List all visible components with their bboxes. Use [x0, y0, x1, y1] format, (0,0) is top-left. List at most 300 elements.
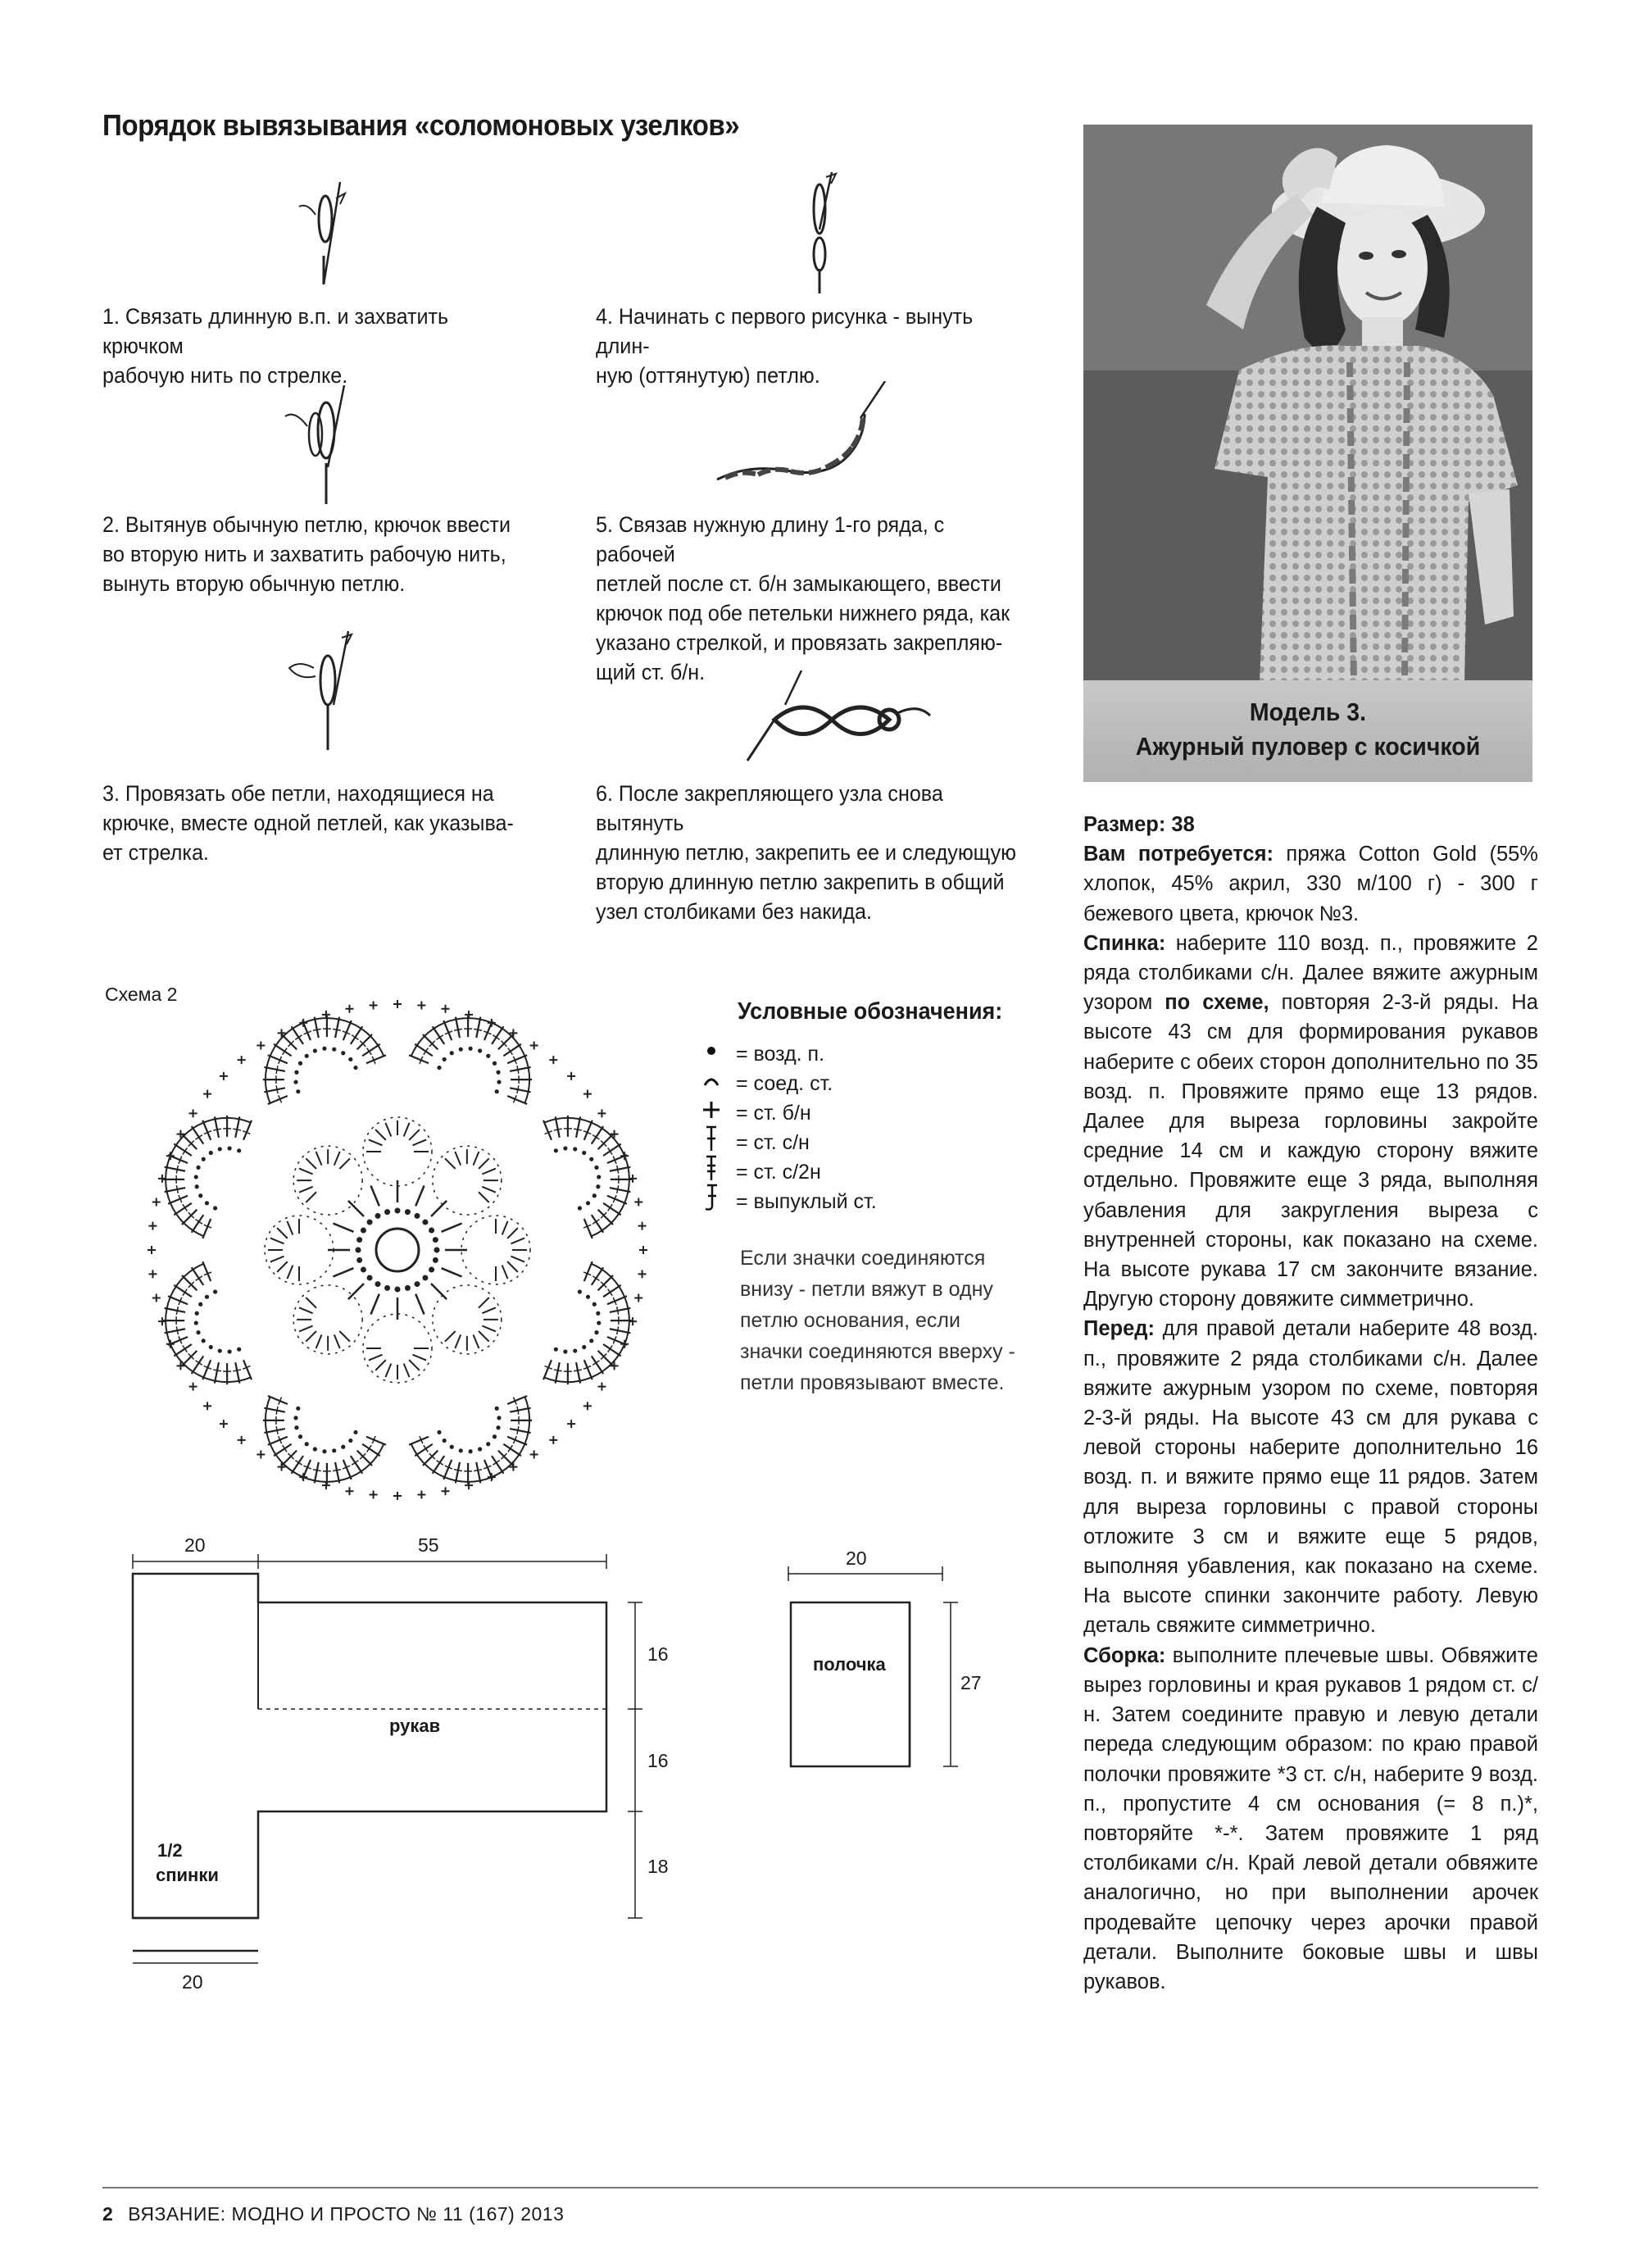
motif-mark [478, 1048, 482, 1052]
motif-mark [168, 1196, 188, 1204]
motif-mark [369, 1355, 383, 1361]
motif-mark [496, 1425, 500, 1429]
motif-mark [195, 1311, 199, 1316]
motif-mark [296, 1407, 300, 1411]
motif-mark [582, 1151, 586, 1155]
motif-mark [176, 1307, 178, 1315]
motif-mark [306, 1158, 316, 1169]
motif-mark [493, 1061, 497, 1066]
motif-mark [459, 1448, 463, 1452]
motif-mark [166, 1340, 175, 1348]
motif-mark [353, 1066, 357, 1070]
motif-mark [322, 1047, 326, 1051]
step-5-text: 5. Связав нужную длину 1-го ряда, с рабочей петлей после ст. б/н замыкающего, ввести крючок под обе петельки нижнего ряда, как указано стрелкой, и провязать закрепляю- щий ст. б/н. [596, 512, 1010, 684]
motif-mark [617, 1326, 619, 1334]
motif-mark [268, 1055, 288, 1063]
motif-mark [215, 1116, 219, 1138]
motif-mark [429, 1267, 434, 1273]
motif-mark [257, 1450, 265, 1458]
motif-mark [293, 1080, 297, 1084]
motif-mark [268, 1437, 288, 1445]
motif-mark [409, 1055, 429, 1063]
step-1-text: 1. Связать длинную в.п. и захватить крючком рабочую нить по стрелке. [102, 304, 449, 388]
motif-mark [315, 1462, 319, 1484]
motif-mark [393, 1492, 402, 1500]
motif-mark [305, 1054, 309, 1058]
motif-mark [205, 1201, 209, 1205]
motif-mark [584, 1360, 592, 1379]
assembly-paragraph: Сборка: выполните плечевые швы. Обвяжите вырез горловины и края рукавов 1 рядом ст. с/н. Затем соедините правую и левую детали переда следующим образом: по краю правой полочки провяжите *3 ст. с/н, наберите 9 возд. п., пропустите 4 см основания (= 8 п.)*, повторяйте *-*. Затем провяжите 1 ряд столбиками с/н. Край левой детали обвяжите аналогично, но при выполнении арочек продевайте цепочку через арочки правой детали. Выполните боковые швы и швы рукавов. [1083, 1643, 1538, 1993]
motif-mark [375, 1360, 386, 1370]
motif-mark [213, 1289, 217, 1293]
motif-mark [298, 1434, 302, 1439]
motif-mark [445, 1331, 456, 1342]
crochet-motif-diagram [139, 992, 656, 1512]
motif-mark [270, 1257, 284, 1262]
motif-mark [507, 1261, 518, 1272]
motif-mark [182, 1210, 197, 1225]
motif-mark [409, 1437, 429, 1445]
motif-mark [198, 1193, 202, 1198]
motif-mark [370, 1185, 379, 1206]
motif-mark [276, 1407, 278, 1415]
motif-mark [502, 1221, 508, 1235]
motif-mark [215, 1362, 219, 1384]
motif-mark [442, 1487, 450, 1495]
motif-mark [486, 1054, 490, 1058]
step-2-text: 2. Вытянув обычную петлю, крючок ввести во вторую нить и захватить рабочую нить, вынуть вторую обычную петлю. [102, 512, 511, 596]
motif-mark [423, 1034, 438, 1049]
model-number: Модель 3. [1249, 698, 1367, 726]
motif-mark [634, 1294, 642, 1302]
motif-mark [573, 1147, 577, 1151]
motif-mark [589, 1157, 593, 1161]
motif-mark [276, 1426, 278, 1434]
motif-mark [376, 1229, 419, 1271]
motif-mark [556, 1116, 560, 1138]
motif-mark [313, 1447, 317, 1451]
motif-mark [348, 1201, 364, 1216]
motif-mark [228, 1146, 232, 1150]
motif-mark [369, 1139, 383, 1145]
motif-mark [584, 1120, 592, 1140]
motif-mark [299, 1019, 307, 1027]
motif-mark [316, 1152, 322, 1166]
motif-mark [220, 1072, 228, 1080]
motif-mark [578, 1206, 582, 1210]
motif-mark [517, 1426, 519, 1434]
motif-mark [238, 1056, 246, 1064]
schema-label: Схема 2 [105, 984, 178, 1005]
motif-mark [543, 1360, 552, 1379]
motif-mark [176, 1326, 178, 1334]
motif-mark [486, 1442, 490, 1446]
motif-mark [431, 1284, 447, 1299]
motif-mark [582, 1345, 586, 1349]
motif-mark [367, 1220, 373, 1225]
motif-mark [356, 1237, 362, 1243]
post-icon [703, 1183, 736, 1220]
motif-mark [517, 1085, 519, 1093]
motif-mark [482, 1307, 496, 1313]
motif-mark [409, 1360, 420, 1370]
legend-note: Если значки соединяются внизу - петли вяжут в одну петлю основания, если значки соединяются вверху - петли провязывают вместе. [740, 1247, 1015, 1394]
motif-mark [243, 1120, 252, 1140]
motif-mark [584, 1261, 592, 1281]
motif-mark [495, 1407, 499, 1411]
motif-mark [578, 1289, 582, 1293]
motif-mark [176, 1166, 178, 1174]
motif-mark [148, 1246, 156, 1254]
motif-mark [235, 1116, 239, 1138]
motif-mark [348, 1439, 352, 1443]
motif-mark [202, 1360, 211, 1379]
motif-mark [264, 1408, 285, 1412]
motif-mark [196, 1166, 200, 1170]
motif-mark [474, 1152, 479, 1166]
motif-mark [264, 1429, 285, 1433]
motif-mark [182, 1134, 197, 1149]
motif-mark [507, 1228, 518, 1239]
motif-mark [233, 1370, 241, 1371]
legend-item: = соед. ст. [703, 1069, 877, 1098]
motif-mark [556, 1362, 560, 1384]
dim-bottom: 20 [182, 1971, 203, 1993]
motif-mark [306, 1192, 316, 1202]
motif-mark [332, 1048, 336, 1052]
motif-mark [496, 1070, 500, 1075]
motif-mark [598, 1134, 613, 1149]
motif-mark [395, 1208, 401, 1214]
motif-mark [393, 1000, 402, 1008]
motif-mark [592, 1193, 597, 1198]
back-label: спинки [156, 1865, 219, 1885]
motif-mark [375, 1129, 386, 1140]
motif-mark [576, 1116, 580, 1138]
motif-mark [479, 1331, 489, 1342]
materials-paragraph: Вам потребуется: пряжа Cotton Gold (55% хлопок, 45% акрил, 330 м/100 г) - 300 г бежевого цвета, крючок №3. [1083, 843, 1538, 925]
motif-mark [429, 1228, 434, 1234]
motif-mark [495, 1089, 499, 1093]
motif-mark [554, 1370, 562, 1371]
motif-mark [218, 1147, 222, 1151]
motif-mark [228, 1349, 232, 1353]
motif-mark [620, 1340, 629, 1348]
front-dim-height: 27 [960, 1672, 982, 1693]
motif-mark [415, 1213, 420, 1219]
motif-mark [417, 1491, 425, 1499]
motif-mark [415, 1185, 424, 1206]
dot-icon [703, 1039, 736, 1069]
motif-mark [294, 1070, 298, 1075]
motif-mark [450, 1445, 454, 1449]
motif-mark [366, 1437, 386, 1445]
motif-mark [598, 1210, 613, 1225]
motif-mark [203, 1090, 211, 1098]
motif-mark [306, 1331, 316, 1342]
back-paragraph: Спинка: наберите 110 возд. п., провяжите 2 ряда столбиками с/н. Далее вяжите ажурным узором по схеме, повторяя 2-3-й ряды. На высоте 43 см для формирования рукавов наберите с обеих сторон дополнительно по 35 возд. п. Провяжите прямо еще 13 рядов. Далее для выреза горловины закройте средние 14 см и каждую сторону вяжите отдельно. Провяжите еще 3 ряда, выполняя убавления для закругления выреза с внутренней стороны, как показано на схеме. На высоте рукава 17 см закончите вязание. Другую сторону довяжите симметрично. [1083, 931, 1538, 1311]
front-pattern [779, 1541, 982, 1791]
motif-mark [334, 1152, 340, 1166]
motif-mark [543, 1120, 552, 1140]
motif-mark [335, 1017, 339, 1039]
motif-mark [148, 1222, 157, 1230]
motif-mark [443, 1057, 447, 1061]
legend-item: = ст. с/н [703, 1128, 877, 1157]
motif-mark [442, 1268, 462, 1276]
motif-mark [165, 1188, 186, 1192]
motif-mark [597, 1383, 606, 1391]
motif-mark [209, 1151, 213, 1155]
motif-mark [213, 1206, 217, 1210]
motif-mark [422, 1275, 428, 1280]
motif-mark [296, 1089, 300, 1093]
motif-mark [343, 1020, 352, 1040]
motif-mark [395, 1287, 401, 1293]
motif-mark [322, 1449, 326, 1453]
motif-mark [482, 1326, 496, 1332]
motif-mark [202, 1339, 206, 1343]
motif-mark [498, 1034, 513, 1049]
motif-mark [375, 1281, 381, 1287]
motif-mark [213, 1129, 221, 1130]
motif-mark [205, 1295, 209, 1299]
motif-mark [237, 1348, 241, 1352]
motif-mark [189, 1383, 197, 1391]
motif-mark [459, 1048, 463, 1052]
motif-mark [415, 1294, 424, 1315]
motif-mark [573, 1348, 577, 1352]
motif-mark [356, 1248, 361, 1253]
step-1-illustration [291, 182, 365, 289]
motif-mark [332, 1448, 336, 1452]
step-4-illustration [787, 172, 852, 295]
motif-mark [299, 1326, 313, 1332]
motif-mark [442, 1005, 450, 1013]
legend-item: = ст. с/2н [703, 1157, 877, 1187]
motif-mark [563, 1146, 567, 1150]
motif-mark [152, 1198, 161, 1206]
motif-mark [298, 1061, 302, 1066]
dim-top-right: 55 [418, 1534, 439, 1556]
motif-mark [607, 1296, 627, 1304]
motif-mark [474, 1029, 482, 1030]
arc-icon [703, 1069, 736, 1098]
motif-mark [482, 1187, 496, 1193]
motif-mark [176, 1185, 178, 1193]
step-3-illustration [283, 631, 365, 754]
motif-mark [243, 1360, 252, 1379]
motif-mark [202, 1219, 211, 1239]
motif-mark [574, 1370, 582, 1371]
motif-mark [277, 1261, 288, 1272]
motif-mark [306, 1298, 316, 1308]
motif-mark [165, 1329, 186, 1333]
motif-mark [367, 1275, 373, 1280]
step-6-text: 6. После закрепляющего узла снова вытянуть длинную петлю, закрепить ее и следующую вторую длинную петлю закрепить в общий узел столбиками без накида. [596, 781, 1017, 924]
motif-mark [433, 1257, 438, 1263]
motif-mark [479, 1158, 489, 1169]
sleeve-label: рукав [389, 1716, 441, 1736]
motif-mark [507, 1437, 527, 1445]
motif-mark [313, 1470, 321, 1471]
legend [703, 1039, 877, 1216]
step-5-illustration [709, 381, 906, 496]
motif-mark [638, 1270, 647, 1278]
motif-mark [596, 1184, 600, 1189]
motif-mark [341, 1051, 345, 1055]
motif-mark [549, 1056, 557, 1064]
motif-mark [454, 1029, 462, 1030]
motif-mark [353, 1430, 357, 1434]
motif-mark [583, 1402, 592, 1410]
motif-mark [638, 1222, 647, 1230]
motif-mark [510, 1088, 531, 1092]
motif-mark [316, 1334, 322, 1348]
motif-mark [209, 1345, 213, 1349]
motif-mark [343, 1460, 352, 1479]
motif-mark [357, 1451, 372, 1466]
motif-mark [370, 1294, 379, 1315]
motif-mark [404, 1363, 410, 1377]
motif-mark [437, 1430, 441, 1434]
motif-mark [412, 1355, 426, 1361]
page-number: 2 [102, 2203, 114, 2225]
article-body [1083, 810, 1538, 1997]
motif-mark [356, 1257, 362, 1263]
motif-mark [196, 1330, 200, 1334]
motif-mark [384, 1209, 390, 1215]
motif-mark [152, 1294, 161, 1302]
model-title: Ажурный пуловер с косичкой [1135, 732, 1481, 761]
motif-mark [482, 1169, 496, 1175]
motif-mark [450, 1051, 454, 1055]
motif-mark [345, 1487, 353, 1495]
motif-mark [417, 1001, 425, 1009]
motif-mark [375, 1213, 381, 1219]
motif-mark [168, 1296, 188, 1304]
motif-mark [202, 1261, 211, 1281]
motif-mark [165, 1308, 186, 1312]
motif-mark [345, 1005, 353, 1013]
motif-mark [530, 1042, 538, 1050]
motif-mark [597, 1175, 601, 1179]
legend-item: = выпуклый ст. [703, 1187, 877, 1216]
motif-mark [182, 1351, 197, 1366]
motif-mark [166, 1152, 175, 1160]
motif-mark [339, 1158, 350, 1169]
motif-mark [287, 1221, 293, 1235]
motif-mark [335, 1462, 339, 1484]
motif-mark [264, 1088, 285, 1092]
motif-mark [361, 1228, 366, 1234]
motif-mark [554, 1348, 558, 1352]
motif-mark [488, 1019, 496, 1027]
motif-mark [357, 1034, 372, 1049]
motif-mark [268, 1096, 288, 1104]
motif-mark [574, 1129, 582, 1130]
dim-side-3: 18 [647, 1856, 669, 1877]
motif-mark [405, 1285, 411, 1291]
motif-mark [409, 1129, 420, 1140]
motif-mark [203, 1402, 211, 1410]
front-label: полочка [813, 1654, 886, 1675]
motif-mark [264, 1067, 285, 1071]
motif-mark [530, 1450, 538, 1458]
motif-mark [282, 1451, 297, 1466]
motif-mark [455, 1334, 461, 1348]
motif-mark [334, 1334, 340, 1348]
model-photo [1083, 125, 1532, 682]
motif-mark [584, 1219, 592, 1239]
motif-mark [589, 1339, 593, 1343]
motif-mark [370, 1491, 378, 1499]
motif-mark [233, 1129, 241, 1130]
motif-mark [405, 1209, 411, 1215]
motif-mark [268, 1396, 288, 1404]
motif-mark [218, 1348, 222, 1352]
motif-mark [384, 1285, 390, 1291]
motif-mark [299, 1169, 313, 1175]
motif-mark [194, 1320, 198, 1325]
motif-mark [488, 1473, 496, 1481]
motif-mark [366, 1055, 386, 1063]
back-sleeve-pattern [123, 1534, 697, 2004]
motif-mark [182, 1275, 197, 1290]
motif-mark [237, 1148, 241, 1152]
motif-mark [189, 1109, 197, 1117]
motif-mark [213, 1370, 221, 1371]
motif-mark [339, 1331, 350, 1342]
motif-mark [596, 1311, 600, 1316]
motif-mark [497, 1080, 501, 1084]
motif-mark [282, 1034, 297, 1049]
motif-mark [474, 1334, 479, 1348]
magazine-title: ВЯЗАНИЕ: МОДНО И ПРОСТО № 11 (167) 2013 [128, 2203, 565, 2225]
motif-mark [220, 1420, 228, 1428]
motif-mark [478, 1447, 482, 1451]
motif-mark [549, 1436, 557, 1444]
motif-mark [517, 1407, 519, 1415]
front-dim-width: 20 [846, 1548, 867, 1569]
motif-mark [507, 1096, 527, 1104]
motif-mark [276, 1066, 278, 1074]
motif-mark [510, 1067, 531, 1071]
motif-mark [385, 1363, 391, 1377]
motif-mark [511, 1238, 524, 1243]
legend-title: Условные обозначения: [738, 998, 1003, 1025]
motif-mark [567, 1072, 575, 1080]
step-2-illustration [279, 385, 369, 508]
page-title: Порядок вывязывания «соломоновых узелков» [102, 108, 740, 142]
motif-mark [598, 1275, 613, 1290]
motif-mark [493, 1434, 497, 1439]
motif-mark [293, 1416, 297, 1420]
dim-side-2: 16 [647, 1750, 669, 1771]
motif-mark [456, 1017, 460, 1039]
size-paragraph: Размер: 38 [1083, 813, 1195, 836]
motif-mark [299, 1473, 307, 1481]
motif-mark [510, 1429, 531, 1433]
motif-mark [610, 1308, 631, 1312]
motif-mark [598, 1351, 613, 1366]
motif-mark [305, 1442, 309, 1446]
motif-mark [348, 1284, 364, 1299]
motif-mark [498, 1451, 513, 1466]
motif-mark [443, 1439, 447, 1443]
motif-mark [476, 1462, 480, 1484]
motif-mark [434, 1248, 440, 1253]
